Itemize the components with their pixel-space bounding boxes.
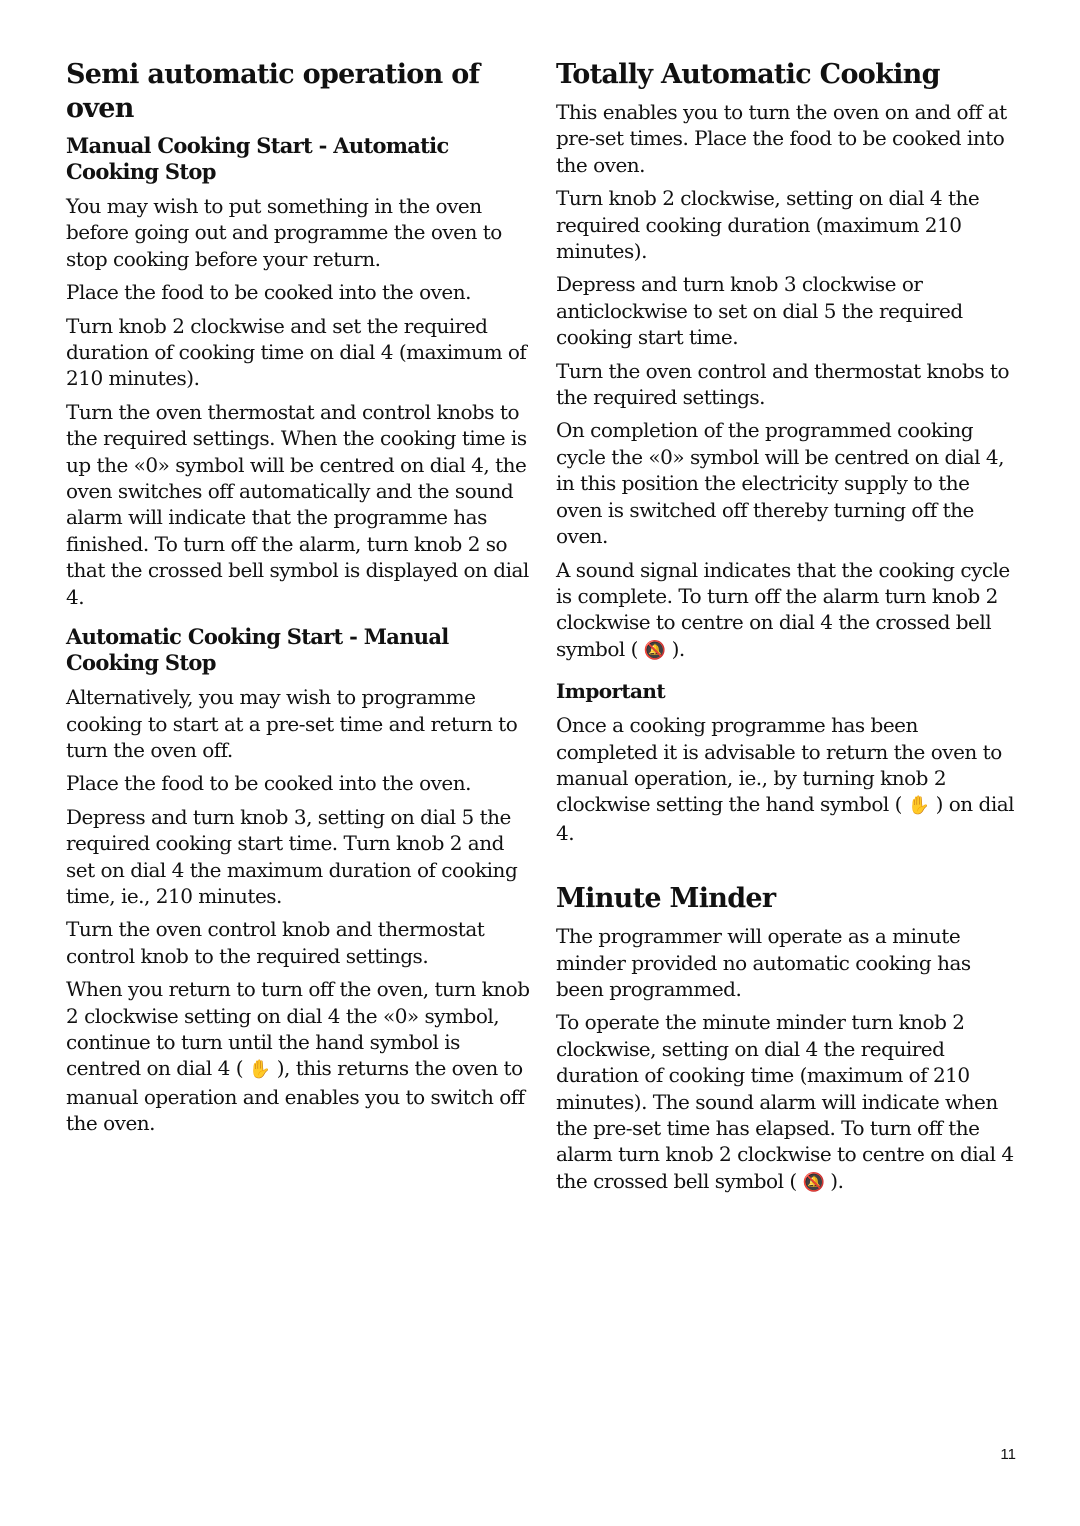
- section1-paragraph: Turn knob 2 clockwise and set the required duration of cooking time on dial 4 (maximum of 210 minutes).: [66, 313, 527, 391]
- crossed-bell-icon: 🔕: [802, 1171, 825, 1193]
- crossed-bell-icon: 🔕: [643, 639, 666, 661]
- totally-automatic-title: Totally Automatic Cooking: [556, 59, 940, 90]
- section2-paragraph: Turn the oven control knob and thermostat control knob to the required settings.: [66, 917, 485, 968]
- section1-paragraph: Turn the oven thermostat and control knobs to the required settings. When the cooking time is up the «0» symbol will be centred on dial 4, the oven switches off automatically and the sound alarm will indicate that the programme has finished. To turn off the alarm, turn knob 2 so that the crossed bell symbol is displayed on dial 4.: [66, 399, 529, 609]
- automatic-paragraph: Turn the oven control and thermostat knobs to the required settings.: [556, 358, 1010, 410]
- return-oven-paragraph: [66, 976, 536, 1136]
- hand-symbol-icon: ✋: [248, 1059, 271, 1081]
- important-heading: Important: [556, 679, 665, 704]
- automatic-paragraph: On completion of the programmed cooking cycle the «0» symbol will be centred on dial 4, in this position the electricity supply to the oven is switched off thereby turning off the oven.: [556, 418, 1004, 549]
- return-text-after: ), this returns the oven to manual operation and enables you to switch off the oven.: [66, 1056, 525, 1136]
- semi-automatic-title: Semi automatic operation of oven: [66, 59, 480, 124]
- automatic-paragraph: Depress and turn knob 3 clockwise or anticlockwise to set on dial 5 the required cooking start time.: [556, 272, 963, 350]
- minute-text-before: To operate the minute minder turn knob 2 clockwise, setting on dial 4 the required duration of cooking time (maximum of 210 minutes). The sound alarm will indicate when the pre-set time has elapsed. To turn off the alarm turn knob 2 clockwise to centre on dial 4 the crossed bell symbol (: [556, 1010, 1014, 1193]
- manual-start-auto-stop-heading: Manual Cooking Start - Automatic Cooking Stop: [66, 133, 449, 184]
- left-column: [66, 58, 536, 1144]
- alarm-paragraph: [556, 557, 1016, 665]
- important-text-after: ) on dial 4.: [556, 792, 1015, 845]
- minute-text-after: ).: [830, 1168, 844, 1193]
- return-text-before: When you return to turn off the oven, turn knob 2 clockwise setting on dial 4 the «0» symbol, continue to turn until the hand symbol is centred on dial 4 (: [66, 977, 530, 1081]
- minute-minder-title: Minute Minder: [556, 883, 776, 915]
- section1-paragraph: Place the food to be cooked into the oven.: [66, 280, 471, 305]
- important-paragraph: [556, 712, 1016, 846]
- minute-minder-paragraph: [556, 1009, 1016, 1196]
- hand-symbol-icon: ✋: [907, 795, 930, 817]
- automatic-paragraph: This enables you to turn the oven on and off at pre-set times. Place the food to be cooked into the oven.: [556, 100, 1007, 177]
- alarm-text-after: ).: [671, 636, 685, 661]
- section2-paragraph: Depress and turn knob 3, setting on dial 5 the required cooking start time. Turn knob 2 and set on dial 4 the maximum duration of cooking time, ie., 210 minutes.: [66, 804, 518, 908]
- right-column: [556, 58, 1016, 1203]
- section2-paragraph: Alternatively, you may wish to programme cooking to start at a pre-set time and return to turn the oven off.: [66, 685, 518, 762]
- important-text-before: Once a cooking programme has been completed it is advisable to return the oven to manual operation, ie., by turning knob 2 clockwise setting the hand symbol (: [556, 713, 1002, 817]
- auto-start-manual-stop-heading: Automatic Cooking Start - Manual Cooking Stop: [66, 624, 449, 676]
- alarm-text-before: A sound signal indicates that the cooking cycle is complete. To turn off the alarm turn knob 2 clockwise to centre on dial 4 the crossed bell symbol (: [556, 557, 1010, 661]
- automatic-paragraph: Turn knob 2 clockwise, setting on dial 4 the required cooking duration (maximum 210 minutes).: [556, 186, 980, 264]
- page-number: 11: [1000, 1446, 1016, 1463]
- section1-paragraph: You may wish to put something in the oven before going out and programme the oven to stop cooking before your return.: [66, 194, 502, 271]
- minute-minder-paragraph: The programmer will operate as a minute minder provided no automatic cooking has been programmed.: [556, 924, 971, 1001]
- section2-paragraph: Place the food to be cooked into the oven.: [66, 771, 471, 796]
